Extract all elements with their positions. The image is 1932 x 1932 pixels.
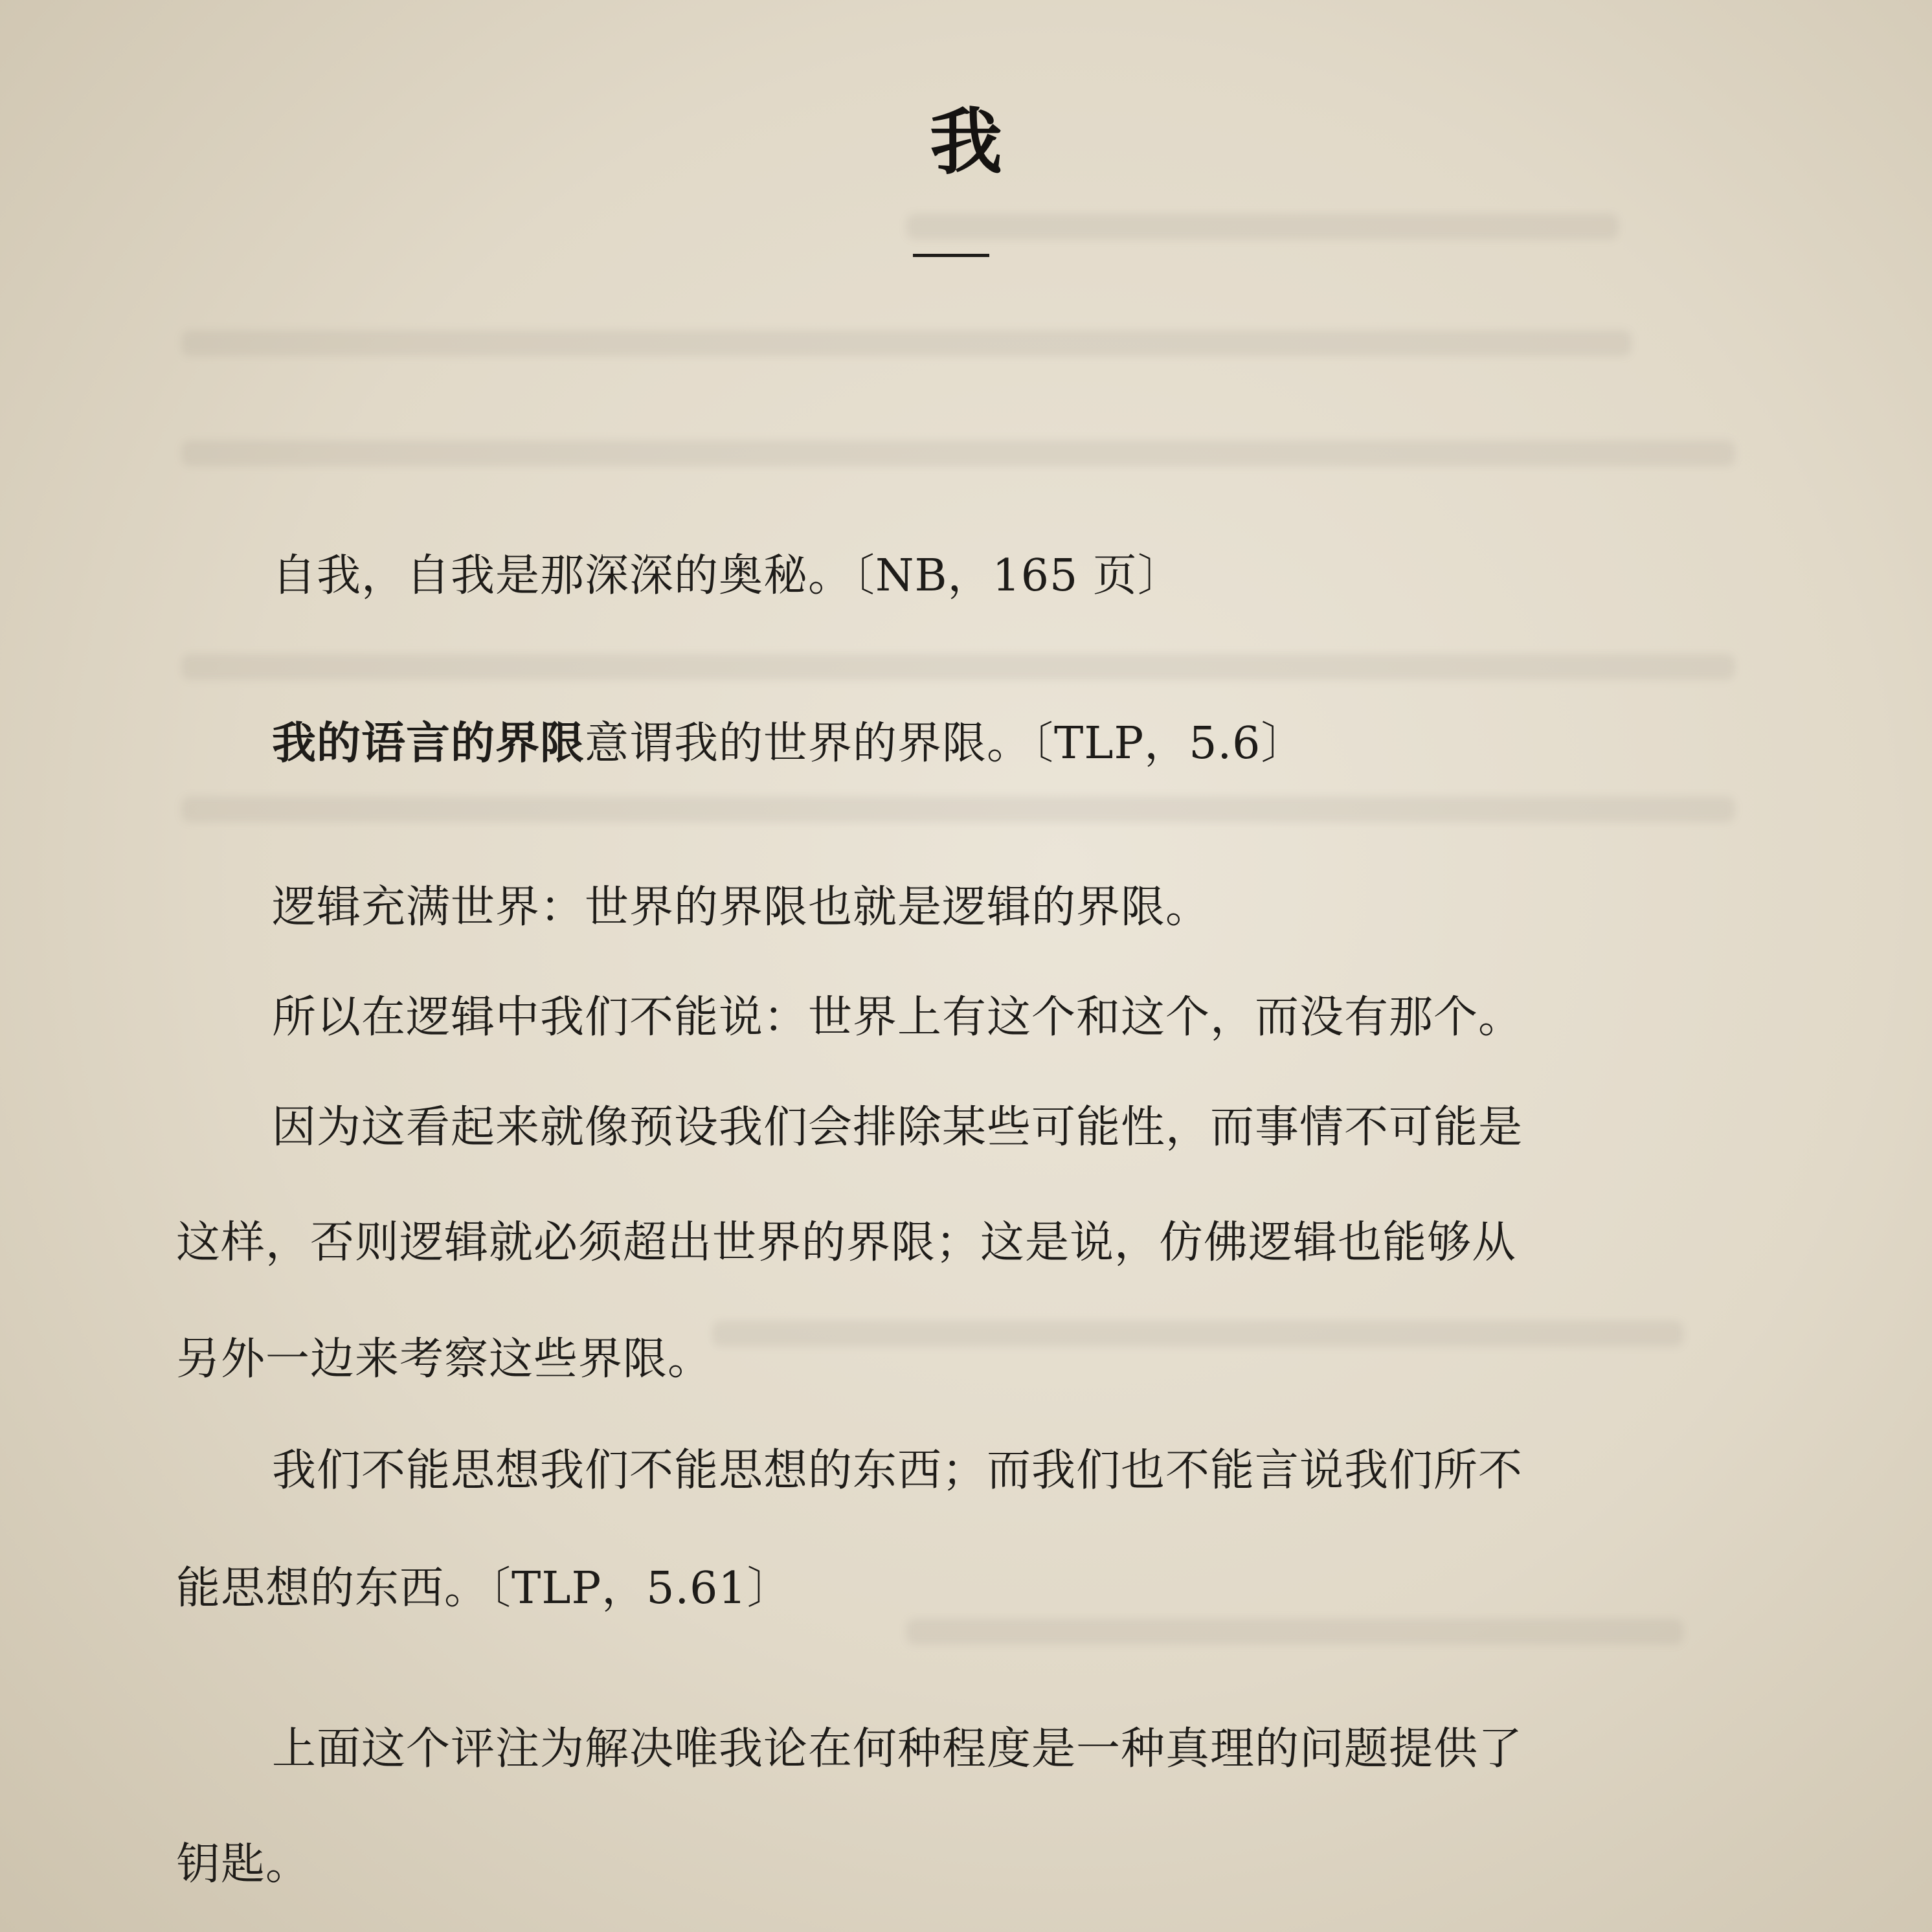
- text-line: 自我，自我是那深深的奥秘。〔NB，165 页〕: [272, 550, 1182, 601]
- bleed-through: [906, 1619, 1683, 1645]
- bleed-through: [181, 440, 1735, 466]
- bleed-through: [181, 796, 1735, 822]
- bleed-through: [906, 214, 1619, 240]
- text-line: 逻辑充满世界：世界的界限也就是逻辑的界限。: [272, 882, 1211, 933]
- text-line: 所以在逻辑中我们不能说：世界上有这个和这个，而没有那个。: [272, 992, 1523, 1043]
- title-divider: [913, 254, 989, 257]
- text-line: [272, 716, 1305, 771]
- bleed-through: [712, 1321, 1683, 1347]
- text-span: 意谓我的世界的界限。〔TLP，5.6〕: [585, 718, 1306, 769]
- text-line: 能思想的东西。〔TLP，5.61〕: [176, 1563, 792, 1614]
- text-line: 上面这个评注为解决唯我论在何种程度是一种真理的问题提供了: [272, 1724, 1523, 1775]
- text-line: 这样，否则逻辑就必须超出世界的界限；这是说，仿佛逻辑也能够从: [176, 1217, 1517, 1268]
- text-line: 钥匙。: [176, 1839, 311, 1890]
- text-line: 另外一边来考察这些界限。: [176, 1334, 713, 1385]
- text-line: 我们不能思想我们不能思想的东西；而我们也不能言说我们所不: [272, 1445, 1523, 1496]
- bleed-through: [181, 330, 1632, 356]
- bold-phrase: 我的语言的界限: [272, 717, 585, 769]
- text-line: 因为这看起来就像预设我们会排除某些可能性，而事情不可能是: [272, 1102, 1523, 1153]
- page-title: 我: [930, 100, 1002, 185]
- bleed-through: [181, 654, 1735, 680]
